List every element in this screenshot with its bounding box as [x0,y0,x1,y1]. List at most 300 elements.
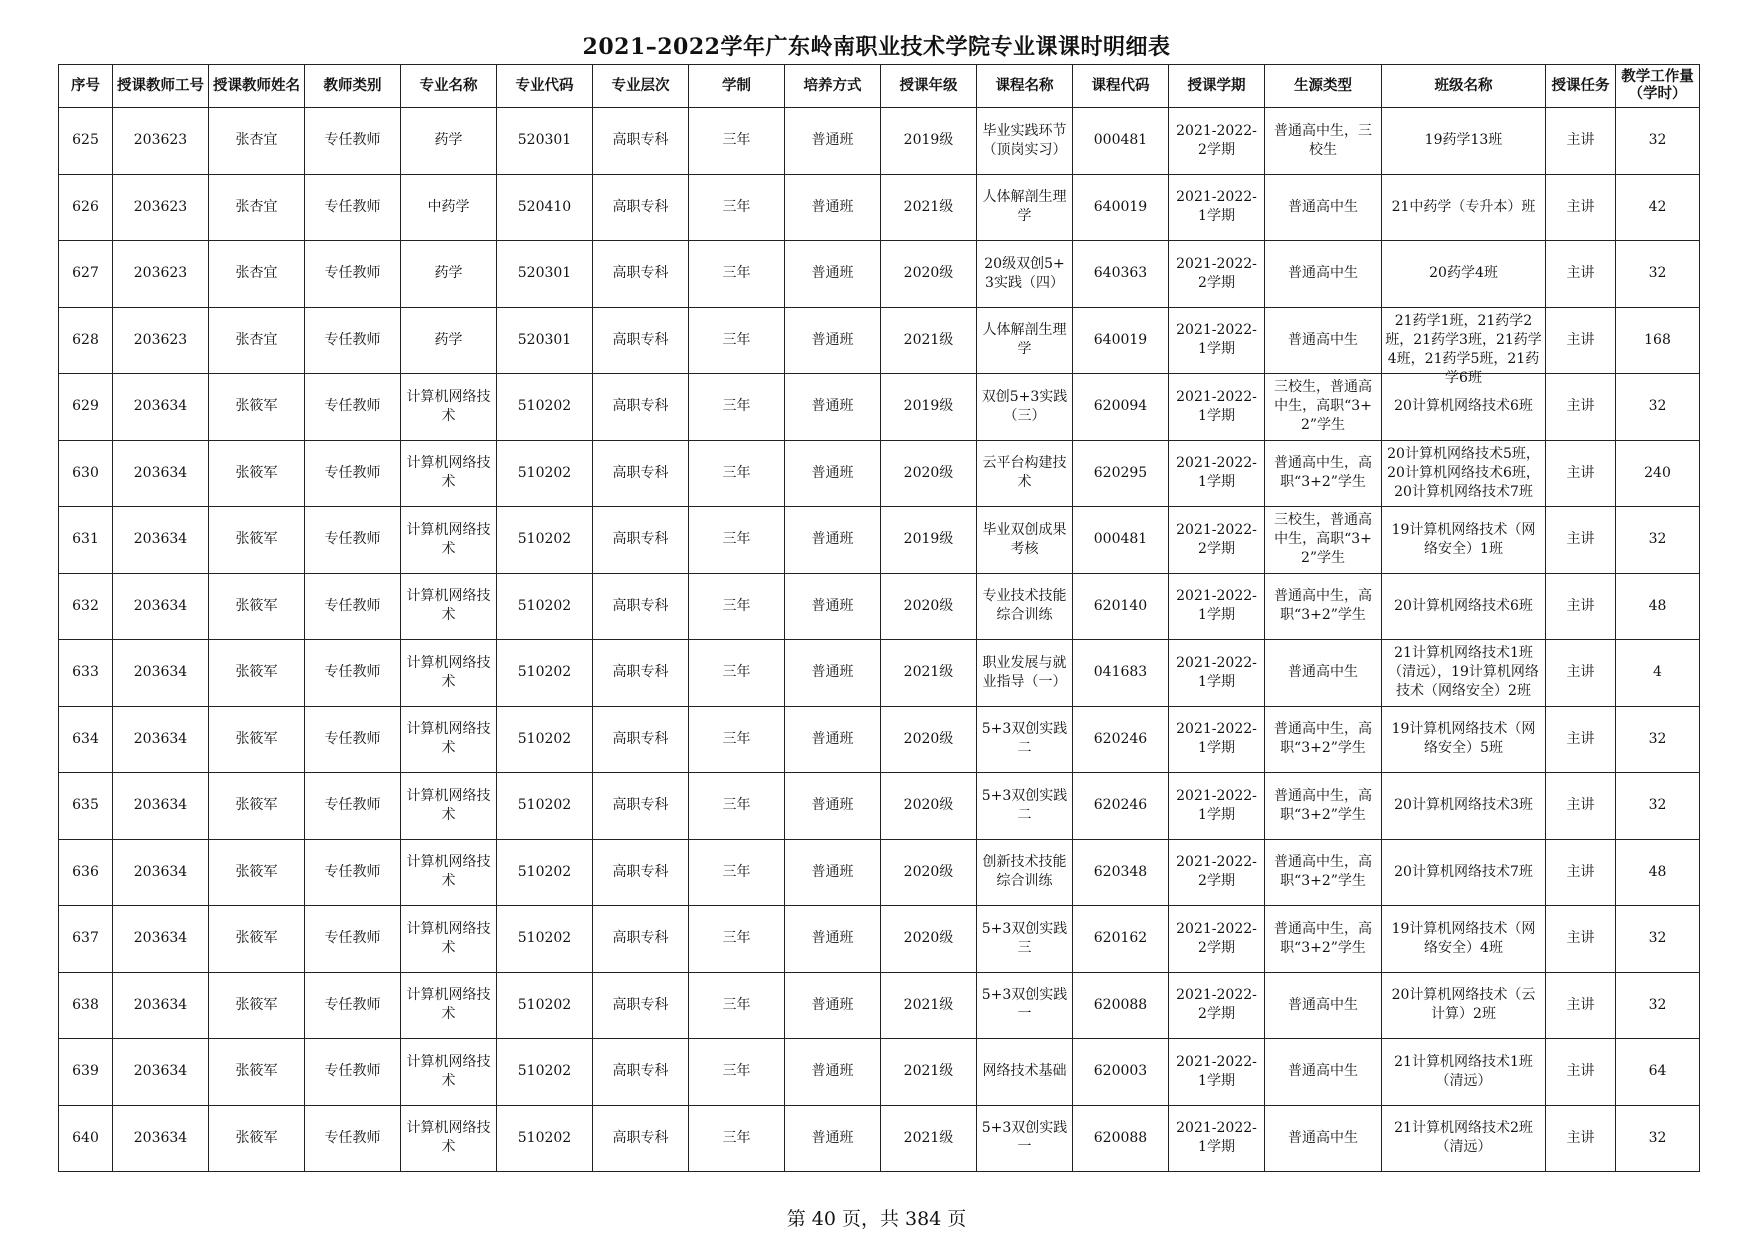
cell-text: 5+3双创实践二 [981,721,1068,757]
cell-text: 2021-2022-2学期 [1176,521,1257,557]
table-cell [689,374,785,441]
table-cell [1382,773,1546,840]
cell-text: 21药学1班，21药学2班，21药学3班，21药学4班，21药学5班，21药学6班 [1385,312,1542,386]
table-cell [209,440,305,507]
table-row [59,773,1700,840]
cell-text: 普通高中生，高职“3+2”学生 [1274,455,1372,491]
table-cell [1616,1039,1700,1106]
cell-text: 高职专科 [612,930,669,947]
table-cell [689,241,785,308]
cell-text: 主讲 [1566,797,1595,814]
table-cell [785,906,881,973]
cell-text: 48 [1648,597,1667,614]
cell-text: 主讲 [1566,198,1595,215]
table-cell [401,241,497,308]
table-cell [497,241,593,308]
cell-text: 2019级 [903,531,954,548]
cell-text: 625 [72,132,99,149]
cell-text: 药学 [434,132,463,149]
cell-text: 张筱军 [235,597,278,614]
table-cell [1616,174,1700,241]
cell-text: 203634 [133,930,188,947]
column-header: 生源类型 [1265,65,1382,108]
cell-text: 计算机网络技术 [406,787,491,823]
cell-text: 张筱军 [235,797,278,814]
cell-text: 620094 [1093,398,1148,415]
table-cell [977,108,1073,175]
cell-text: 普通高中生 [1288,664,1358,681]
column-header: 专业名称 [401,65,497,108]
cell-text: 三年 [722,996,751,1013]
cell-text: 629 [72,398,99,415]
table-cell [497,640,593,707]
table-cell [881,1105,977,1172]
table-cell [593,307,689,374]
cell-text: 计算机网络技术 [406,588,491,624]
table-cell [689,839,785,906]
cell-text: 专任教师 [324,730,381,747]
table-cell [113,972,209,1039]
table-cell [1265,972,1382,1039]
table-cell [1382,1039,1546,1106]
table-cell [593,108,689,175]
table-cell [305,174,401,241]
table-cell [113,1039,209,1106]
table-cell [1616,972,1700,1039]
table-cell [305,972,401,1039]
table-cell [1265,1039,1382,1106]
cell-text: 专任教师 [324,930,381,947]
table-cell [113,108,209,175]
table-cell [305,640,401,707]
cell-text: 人体解剖生理学 [982,322,1067,358]
table-row [59,839,1700,906]
page-title: 2021–2022学年广东岭南职业技术学院专业课课时明细表 [582,34,1171,60]
table-cell [401,906,497,973]
cell-text: 2021-2022-1学期 [1176,721,1257,757]
cell-text: 510202 [517,1129,572,1146]
cell-text: 普通高中生，高职“3+2”学生 [1274,787,1372,823]
table-row [59,640,1700,707]
table-cell [401,1105,497,1172]
table-cell [977,440,1073,507]
cell-text: 627 [72,265,99,282]
table-cell [401,507,497,574]
cell-text: 计算机网络技术 [406,987,491,1023]
table-cell [881,440,977,507]
table-cell [497,374,593,441]
table-cell [977,241,1073,308]
table-cell [113,241,209,308]
cell-text: 630 [72,464,99,481]
cell-text: 19计算机网络技术（网络安全）4班 [1391,920,1536,956]
table-cell [1073,440,1169,507]
table-cell [881,241,977,308]
table-cell [59,839,113,906]
cell-text: 张筱军 [235,464,278,481]
cell-text: 三年 [722,863,751,880]
cell-text: 203634 [133,863,188,880]
table-cell [209,1105,305,1172]
cell-text: 普通班 [811,930,854,947]
table-cell [785,1039,881,1106]
cell-text: 中药学 [427,198,470,215]
cell-text: 主讲 [1566,265,1595,282]
table-cell [977,706,1073,773]
cell-text: 203634 [133,464,188,481]
column-header: 授课教师姓名 [209,65,305,108]
table-cell [977,1105,1073,1172]
cell-text: 2021-2022-2学期 [1176,854,1257,890]
table-cell [59,773,113,840]
cell-text: 三校生，普通高中生，高职“3+2”学生 [1274,379,1372,434]
cell-text: 主讲 [1566,464,1595,481]
cell-text: 2021级 [903,1063,954,1080]
table-cell [1546,773,1616,840]
table-cell [1073,374,1169,441]
table-cell [401,839,497,906]
cell-text: 高职专科 [612,797,669,814]
table-cell [1169,839,1265,906]
cell-text: 620246 [1093,797,1148,814]
cell-text: 计算机网络技术 [406,1053,491,1089]
table-cell [497,706,593,773]
cell-text: 636 [72,863,99,880]
cell-text: 2021-2022-1学期 [1176,388,1257,424]
table-cell [785,507,881,574]
table-cell [59,374,113,441]
cell-text: 203634 [133,730,188,747]
table-cell [1169,972,1265,1039]
cell-text: 19药学13班 [1424,132,1503,149]
table-cell [497,773,593,840]
table-cell [1169,374,1265,441]
table-cell [1382,307,1546,386]
cell-text: 20药学4班 [1429,265,1498,282]
cell-text: 620088 [1093,1129,1148,1146]
table-cell [593,1039,689,1106]
table-row [59,241,1700,308]
column-header: 专业代码 [497,65,593,108]
cell-text: 2020级 [903,597,954,614]
table-cell [209,241,305,308]
table-cell [113,640,209,707]
cell-text: 640363 [1093,265,1148,282]
table-cell [209,1039,305,1106]
table-cell [1169,174,1265,241]
cell-text: 2021-2022-1学期 [1176,588,1257,624]
table-cell [1169,640,1265,707]
table-row [59,507,1700,574]
cell-text: 510202 [517,531,572,548]
table-cell [1073,174,1169,241]
table-cell [1382,839,1546,906]
table-cell [209,374,305,441]
table-cell [977,906,1073,973]
cell-text: 203634 [133,996,188,1013]
cell-text: 510202 [517,797,572,814]
cell-text: 2021级 [903,996,954,1013]
table-cell [59,241,113,308]
cell-text: 三年 [722,730,751,747]
table-cell [1382,1105,1546,1172]
table-cell [1616,241,1700,308]
table-cell [1546,440,1616,507]
table-cell [593,174,689,241]
table-cell [401,640,497,707]
cell-text: 640 [72,1129,99,1146]
table-cell [1073,1105,1169,1172]
table-cell [1073,241,1169,308]
table-cell [689,773,785,840]
cell-text: 2021-2022-2学期 [1176,255,1257,291]
table-cell [1546,241,1616,308]
table-cell [977,174,1073,241]
table-cell [1265,174,1382,241]
cell-text: 高职专科 [612,265,669,282]
table-cell [1616,839,1700,906]
cell-text: 人体解剖生理学 [982,189,1067,225]
table-cell [977,374,1073,441]
cell-text: 2021-2022-1学期 [1176,322,1257,358]
cell-text: 32 [1648,265,1667,282]
table-cell [689,972,785,1039]
table-cell [881,174,977,241]
table-cell [305,374,401,441]
cell-text: 620003 [1093,1063,1148,1080]
cell-text: 张筱军 [235,863,278,880]
table-cell [113,174,209,241]
table-cell [593,640,689,707]
table-cell [1265,440,1382,507]
cell-text: 普通班 [811,331,854,348]
table-cell [1382,706,1546,773]
cell-text: 普通高中生，三校生 [1274,122,1372,158]
cell-text: 主讲 [1566,1063,1595,1080]
cell-text: 510202 [517,664,572,681]
table-cell [1169,906,1265,973]
table-row [59,1105,1700,1172]
table-cell [1382,573,1546,640]
cell-text: 20计算机网络技术6班 [1394,398,1533,415]
cell-text: 三年 [722,464,751,481]
cell-text: 三年 [722,597,751,614]
table-cell [881,972,977,1039]
cell-text: 203634 [133,797,188,814]
course-hours-table [58,64,1700,1172]
cell-text: 普通高中生 [1288,198,1358,215]
cell-text: 三年 [722,331,751,348]
table-row [59,972,1700,1039]
cell-text: 520410 [517,198,572,215]
table-cell [1546,839,1616,906]
table-body [59,108,1700,1172]
table-cell [401,440,497,507]
cell-text: 张杏宜 [235,331,278,348]
table-cell [305,108,401,175]
cell-text: 普通高中生，高职“3+2”学生 [1274,854,1372,890]
table-cell [1073,1039,1169,1106]
table-cell [401,307,497,374]
table-cell [1616,108,1700,175]
table-cell [881,507,977,574]
column-header: 授课年级 [881,65,977,108]
table-cell [689,573,785,640]
table-cell [59,640,113,707]
table-cell [1382,972,1546,1039]
table-cell [209,174,305,241]
cell-text: 高职专科 [612,730,669,747]
cell-text: 药学 [434,331,463,348]
cell-text: 520301 [517,265,572,282]
cell-text: 三年 [722,930,751,947]
column-header: 授课教师工号 [113,65,209,108]
table-cell [593,972,689,1039]
cell-text: 32 [1648,996,1667,1013]
table-cell [497,1039,593,1106]
table-cell [1073,839,1169,906]
cell-text: 2019级 [903,132,954,149]
table-cell [977,640,1073,707]
table-cell [881,307,977,374]
table-cell [59,972,113,1039]
table-cell [113,706,209,773]
cell-text: 三年 [722,1129,751,1146]
table-cell [785,706,881,773]
table-cell [305,706,401,773]
cell-text: 2020级 [903,797,954,814]
table-cell [785,241,881,308]
table-cell [1265,1105,1382,1172]
cell-text: 5+3双创实践二 [981,787,1068,823]
cell-text: 2020级 [903,863,954,880]
table-cell [785,307,881,374]
table-cell [59,174,113,241]
table-row [59,108,1700,175]
table-cell [1169,773,1265,840]
column-header: 序号 [59,65,113,108]
cell-text: 510202 [517,863,572,880]
table-cell [689,1105,785,1172]
cell-text: 张杏宜 [235,132,278,149]
cell-text: 4 [1653,664,1662,681]
table-cell [785,374,881,441]
column-header: 课程名称 [977,65,1073,108]
cell-text: 634 [72,730,99,747]
table-cell [1265,374,1382,441]
table-row [59,706,1700,773]
cell-text: 32 [1648,730,1667,747]
table-cell [209,307,305,374]
cell-text: 计算机网络技术 [406,521,491,557]
cell-text: 张筱军 [235,531,278,548]
cell-text: 主讲 [1566,331,1595,348]
table-cell [785,839,881,906]
cell-text: 32 [1648,1129,1667,1146]
table-cell [1073,108,1169,175]
cell-text: 高职专科 [612,398,669,415]
cell-text: 主讲 [1566,1129,1595,1146]
table-cell [1169,307,1265,374]
cell-text: 专任教师 [324,331,381,348]
cell-text: 620088 [1093,996,1148,1013]
table-cell [209,906,305,973]
table-cell [1546,307,1616,374]
table-cell [1546,640,1616,707]
cell-text: 高职专科 [612,597,669,614]
cell-text: 2021-2022-1学期 [1176,455,1257,491]
cell-text: 000481 [1093,531,1148,548]
cell-text: 168 [1644,331,1671,348]
cell-text: 203634 [133,398,188,415]
cell-text: 专任教师 [324,797,381,814]
table-cell [1616,706,1700,773]
table-row [59,174,1700,241]
table-row [59,440,1700,507]
cell-text: 5+3双创实践一 [981,987,1068,1023]
cell-text: 云平台构建技术 [982,455,1067,491]
table-cell [305,1039,401,1106]
table-cell [1169,1105,1265,1172]
table-cell [497,307,593,374]
table-cell [1265,307,1382,374]
column-header: 授课任务 [1546,65,1616,108]
table-cell [113,307,209,374]
cell-text: 张筱军 [235,664,278,681]
cell-text: 高职专科 [612,996,669,1013]
table-cell [401,174,497,241]
table-cell [1169,706,1265,773]
table-cell [113,906,209,973]
cell-text: 普通班 [811,132,854,149]
cell-text: 专任教师 [324,1129,381,1146]
table-cell [593,507,689,574]
cell-text: 三年 [722,198,751,215]
table-cell [1073,640,1169,707]
table-cell [881,640,977,707]
table-cell [1382,507,1546,574]
cell-text: 张杏宜 [235,198,278,215]
cell-text: 640019 [1093,198,1148,215]
table-cell [1169,507,1265,574]
table-cell [401,374,497,441]
cell-text: 专任教师 [324,398,381,415]
cell-text: 32 [1648,132,1667,149]
cell-text: 203623 [133,265,188,282]
cell-text: 普通高中生，高职“3+2”学生 [1274,721,1372,757]
table-cell [1265,706,1382,773]
table-cell [59,108,113,175]
table-cell [881,839,977,906]
cell-text: 2021-2022-1学期 [1176,1053,1257,1089]
cell-text: 510202 [517,930,572,947]
table-cell [1073,773,1169,840]
cell-text: 张筱军 [235,1129,278,1146]
table-cell [593,1105,689,1172]
table-cell [305,241,401,308]
cell-text: 专业技术技能综合训练 [982,588,1067,624]
cell-text: 520301 [517,331,572,348]
table-cell [977,1039,1073,1106]
table-cell [1382,440,1546,507]
cell-text: 职业发展与就业指导（一） [982,654,1067,690]
cell-text: 三年 [722,1063,751,1080]
column-header: 专业层次 [593,65,689,108]
cell-text: 普通班 [811,1063,854,1080]
cell-text: 2021级 [903,664,954,681]
table-cell [1616,307,1700,374]
cell-text: 普通班 [811,1129,854,1146]
